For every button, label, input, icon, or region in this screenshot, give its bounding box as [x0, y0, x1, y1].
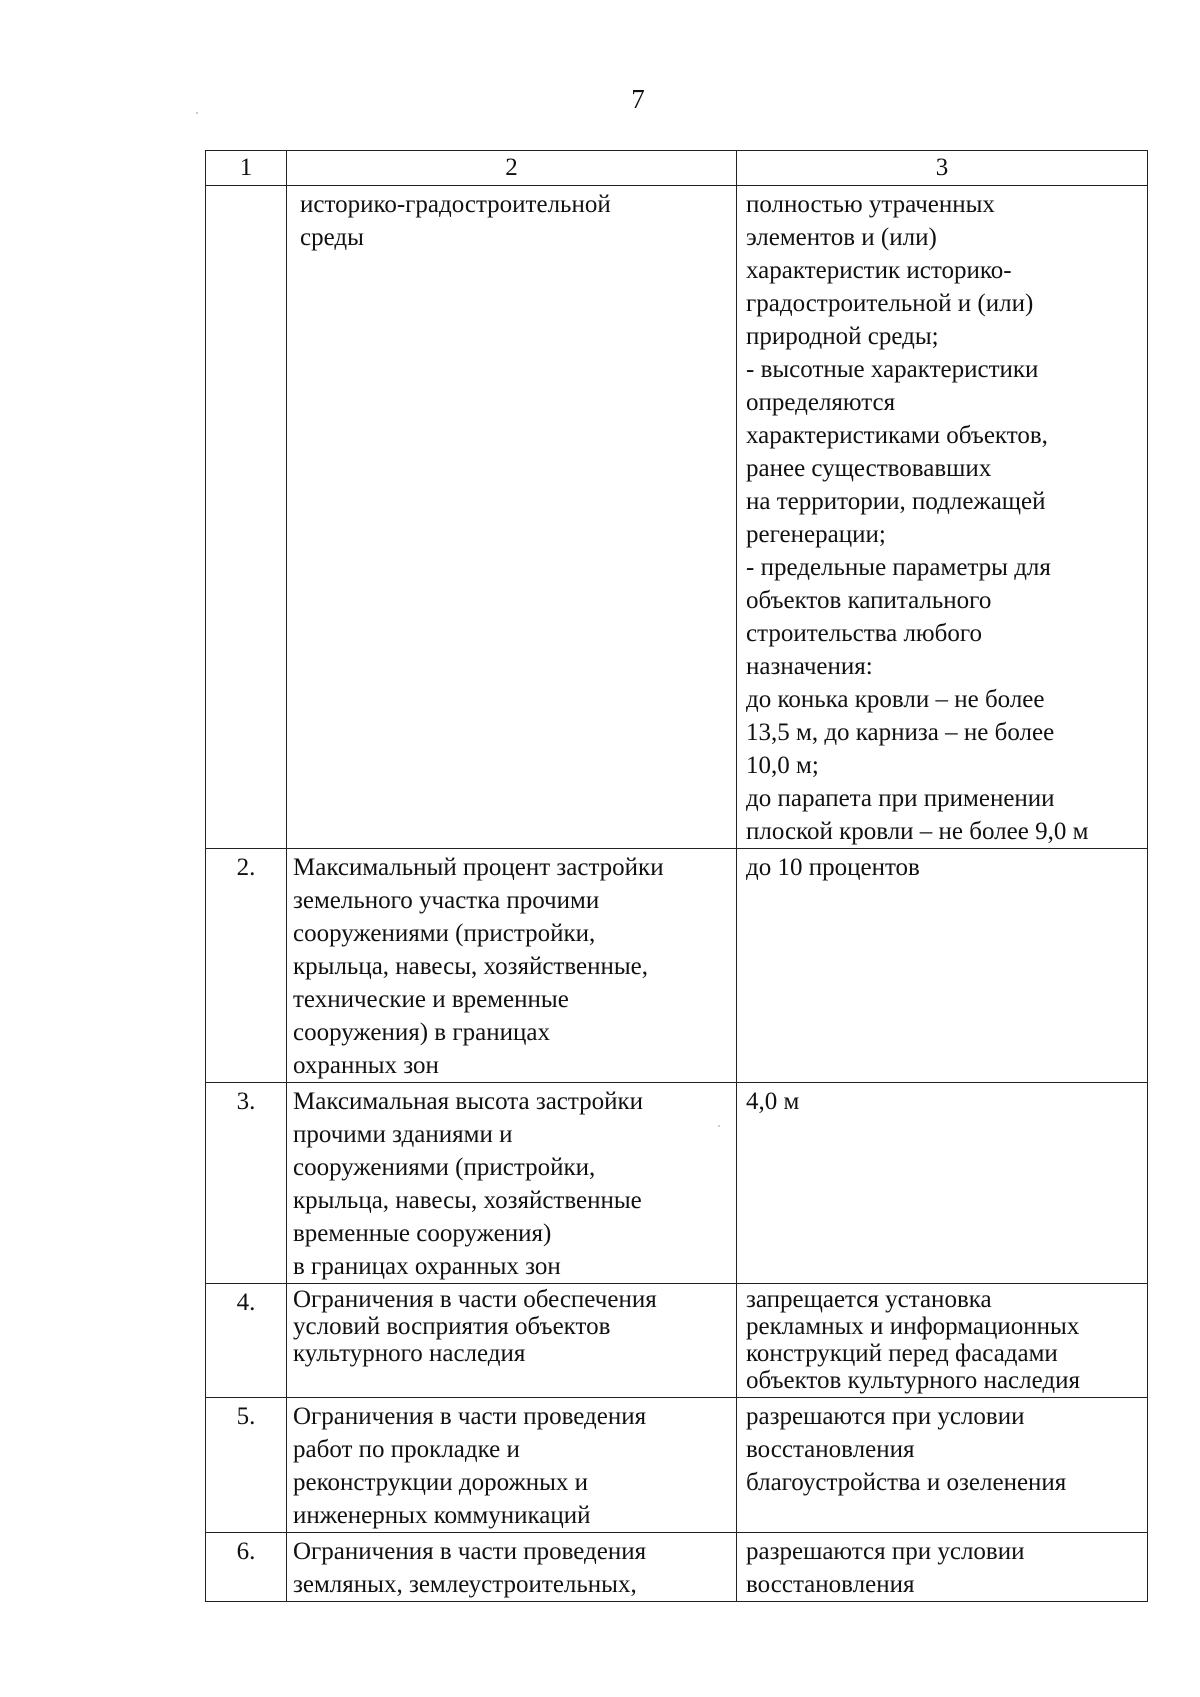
- regulations-table: [205, 150, 1148, 1602]
- row-value: разрешаются при условии восстановления: [737, 1533, 1148, 1602]
- row-parameter: Максимальный процент застройки земельного участка прочими сооружениями (пристройки, крыльца, навесы, хозяйственные, технические и временные сооружения) в границах охранных зон: [287, 849, 737, 1083]
- row-number: 3.: [206, 1083, 287, 1284]
- table-row: [206, 1398, 1148, 1533]
- header-col-3: 3: [737, 151, 1148, 186]
- row-number: 2.: [206, 849, 287, 1083]
- table-header-row: [206, 151, 1148, 186]
- table-row: [206, 1083, 1148, 1284]
- row-parameter: Максимальная высота застройки прочими зданиями и сооружениями (пристройки, крыльца, навесы, хозяйственные временные сооружения) в границах охранных зон: [287, 1083, 737, 1284]
- row-number: 6.: [206, 1533, 287, 1602]
- header-col-2: 2: [287, 151, 737, 186]
- table-row: [206, 1533, 1148, 1602]
- row-value: до 10 процентов: [737, 849, 1148, 1083]
- row-parameter: Ограничения в части проведения земляных, землеустроительных,: [287, 1533, 737, 1602]
- row-value: разрешаются при условии восстановления благоустройства и озеленения: [737, 1398, 1148, 1533]
- row-number: 5.: [206, 1398, 287, 1533]
- row-value: запрещается установка рекламных и информационных конструкций перед фасадами объектов культурного наследия: [737, 1284, 1148, 1398]
- row-parameter: историко-градостроительной среды: [287, 186, 737, 849]
- row-value: полностью утраченных элементов и (или) характеристик историко- градостроительной и (или) природной среды; - высотные характеристики определяются характеристиками объектов, ранее существовавших на территории, подлежащей регенерации; - предельные параметры для объектов капитального строительства любого назначения: до конька кровли – не более 13,5 м, до карниза – не более 10,0 м; до парапета при применении плоской кровли – не более 9,0 м: [737, 186, 1148, 849]
- row-number: [206, 186, 287, 849]
- table-row: [206, 849, 1148, 1083]
- row-value: 4,0 м: [737, 1083, 1148, 1284]
- row-number: 4.: [206, 1284, 287, 1398]
- page-number: 7: [631, 84, 645, 114]
- scan-speck: [196, 112, 198, 114]
- row-parameter: Ограничения в части обеспечения условий восприятия объектов культурного наследия: [287, 1284, 737, 1398]
- row-parameter: Ограничения в части проведения работ по прокладке и реконструкции дорожных и инженерных коммуникаций: [287, 1398, 737, 1533]
- scan-speck: [718, 1125, 720, 1127]
- table-row: [206, 186, 1148, 849]
- header-col-1: 1: [206, 151, 287, 186]
- table-row: [206, 1284, 1148, 1398]
